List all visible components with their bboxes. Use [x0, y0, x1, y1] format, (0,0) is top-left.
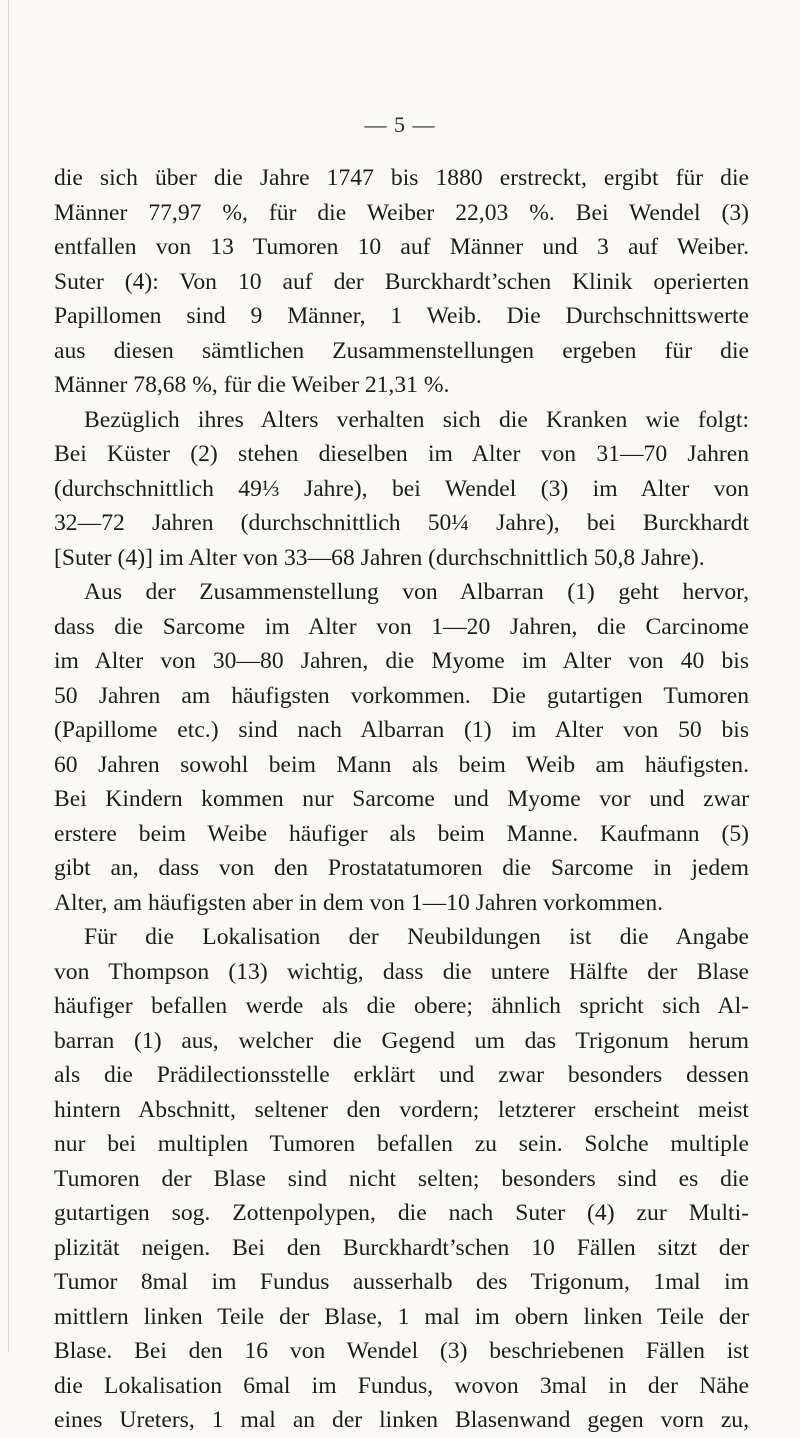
- text-line: Tumor 8mal im Fundus ausserhalb des Trigonum, 1mal im: [54, 1269, 749, 1295]
- body-text: [54, 161, 749, 1438]
- text-line: mittlern linken Teile der Blase, 1 mal im obern linken Teile der: [54, 1303, 749, 1330]
- text-line: Suter (4): Von 10 auf der Burckhardt’schen Klinik operierten: [54, 268, 749, 295]
- text-line: gutartigen sog. Zottenpolypen, die nach Suter (4) zur Multi-: [54, 1200, 749, 1226]
- text-line: häufiger befallen werde als die obere; ähnlich spricht sich Al-: [54, 993, 749, 1019]
- text-line: Bei Kindern kommen nur Sarcome und Myome vor und zwar: [54, 786, 749, 812]
- text-line: (durchschnittlich 49⅓ Jahre), bei Wendel (3) im Alter von: [54, 475, 749, 502]
- text-line: nur bei multiplen Tumoren befallen zu sein. Solche multiple: [54, 1131, 749, 1157]
- text-line: von Thompson (13) wichtig, dass die untere Hälfte der Blase: [54, 958, 749, 985]
- text-line: [Suter (4)] im Alter von 33—68 Jahren (durchschnittlich 50,8 Jahre).: [54, 544, 705, 571]
- text-line: Aus der Zusammenstellung von Albarran (1) geht hervor,: [84, 579, 749, 605]
- text-line: Papillomen sind 9 Männer, 1 Weib. Die Durchschnittswerte: [54, 303, 749, 329]
- text-line: Blase. Bei den 16 von Wendel (3) beschriebenen Fällen ist: [54, 1338, 749, 1364]
- text-line: Bezüglich ihres Alters verhalten sich die Kranken wie folgt:: [84, 406, 749, 433]
- text-line: Für die Lokalisation der Neubildungen ist die Angabe: [84, 924, 749, 950]
- text-line: erstere beim Weibe häufiger als beim Manne. Kaufmann (5): [54, 820, 749, 847]
- text-line: 60 Jahren sowohl beim Mann als beim Weib am häufigsten.: [54, 751, 749, 778]
- text-line: Bei Küster (2) stehen dieselben im Alter von 31—70 Jahren: [54, 441, 749, 467]
- text-line: im Alter von 30—80 Jahren, die Myome im Alter von 40 bis: [54, 648, 749, 674]
- text-line: 32—72 Jahren (durchschnittlich 50¼ Jahre), bei Burckhardt: [54, 510, 749, 536]
- page-edge-divider: [8, 0, 9, 1352]
- text-line: (Papillome etc.) sind nach Albarran (1) im Alter von 50 bis: [54, 717, 749, 743]
- text-line: plizität neigen. Bei den Burckhardt’schen 10 Fällen sitzt der: [54, 1234, 749, 1261]
- text-line: hintern Abschnitt, seltener den vordern; letzterer erscheint meist: [54, 1096, 749, 1123]
- text-line: Männer 77,97 %, für die Weiber 22,03 %. Bei Wendel (3): [54, 199, 749, 226]
- text-line: Alter, am häufigsten aber in dem von 1—10 Jahren vorkommen.: [54, 889, 664, 916]
- text-line: entfallen von 13 Tumoren 10 auf Männer und 3 auf Weiber.: [54, 234, 749, 260]
- text-line: Tumoren der Blase sind nicht selten; besonders sind es die: [54, 1165, 749, 1192]
- text-line: barran (1) aus, welcher die Gegend um das Trigonum herum: [54, 1027, 749, 1054]
- text-line: die sich über die Jahre 1747 bis 1880 erstreckt, ergibt für die: [54, 165, 749, 191]
- text-line: Männer 78,68 %, für die Weiber 21,31 %.: [54, 372, 450, 398]
- text-line: eines Ureters, 1 mal an der linken Blasenwand gegen vorn zu,: [54, 1407, 749, 1433]
- text-line: die Lokalisation 6mal im Fundus, wovon 3mal in der Nähe: [54, 1372, 749, 1399]
- page-number-header: — 5 —: [364, 112, 436, 137]
- text-line: 50 Jahren am häufigsten vorkommen. Die gutartigen Tumoren: [54, 682, 749, 709]
- text-line: aus diesen sämtlichen Zusammenstellungen ergeben für die: [54, 337, 749, 364]
- text-line: als die Prädilectionsstelle erklärt und zwar besonders dessen: [54, 1062, 749, 1088]
- text-line: dass die Sarcome im Alter von 1—20 Jahren, die Carcinome: [54, 613, 749, 640]
- text-line: gibt an, dass von den Prostatatumoren die Sarcome in jedem: [54, 855, 749, 881]
